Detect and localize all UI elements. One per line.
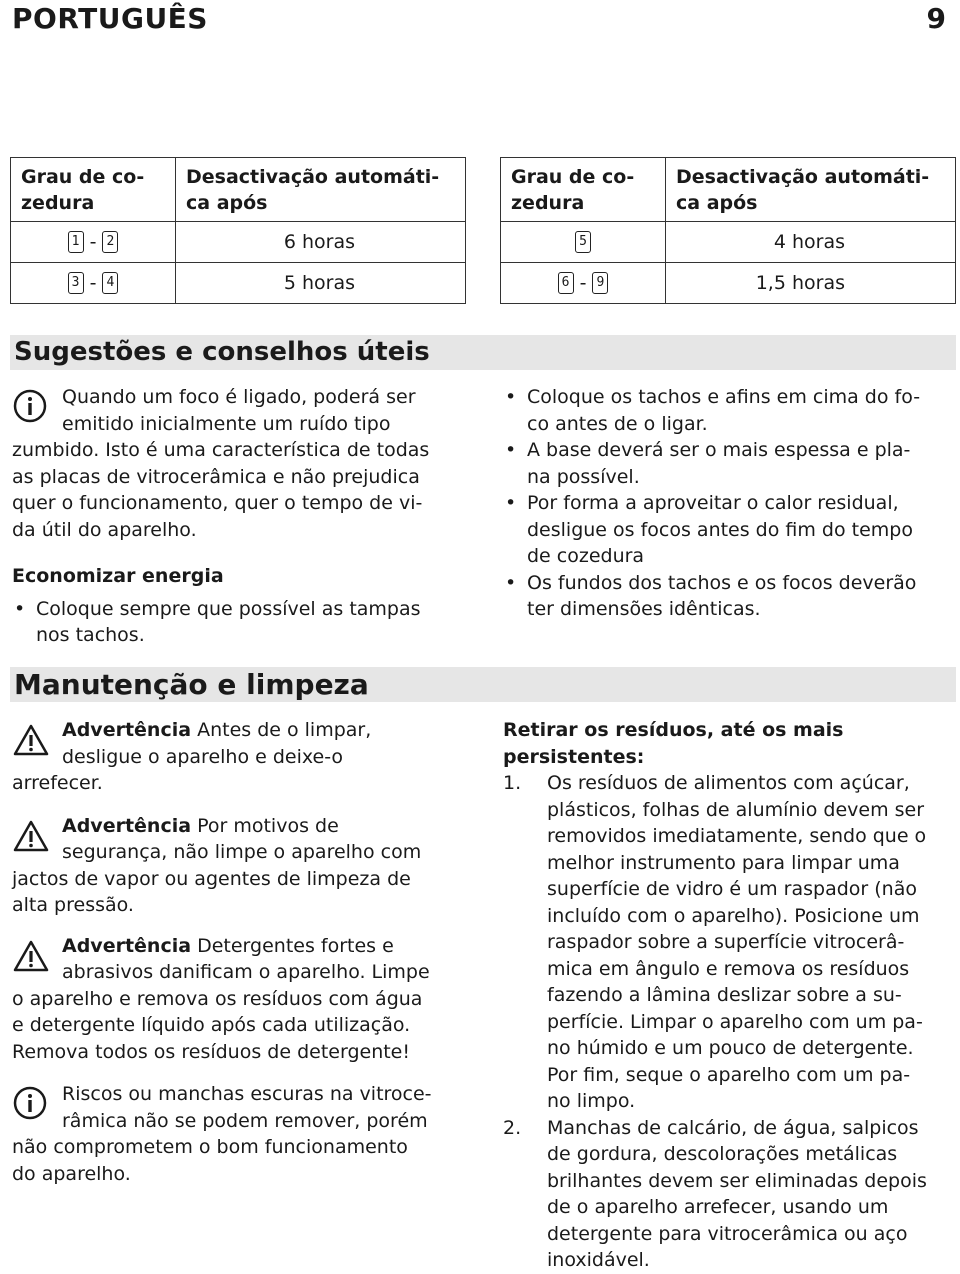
time-value: 5 horas (176, 263, 466, 304)
digit-display: 9 (592, 272, 608, 294)
warning-note: Advertência Por motivos de segurança, não limpe o aparelho com jactos de vapor ou agentes de limpeza de alta pressão. (12, 814, 422, 916)
list-item: • Por forma a aproveitar o calor residual, desligue os focos antes do fim do tempo de cozedura (503, 490, 956, 570)
warning-label: Advertência (62, 719, 192, 741)
warning-note: Advertência Antes de o limpar, desligue o aparelho e deixe-o arrefecer. (12, 719, 372, 794)
table-row (11, 263, 466, 304)
residue-steps (503, 770, 956, 1274)
table-header-level: Grau de co- zedura (501, 158, 666, 222)
warning-icon (12, 819, 50, 853)
level-range: 3 - 4 (11, 263, 176, 304)
maintenance-right-column (503, 717, 956, 1274)
info-note: Riscos ou manchas escuras na vitroce- râmica não se podem remover, porém não comprometem o bom funcionamento do aparelho. (12, 1083, 432, 1185)
warning-note: Advertência Detergentes fortes e abrasivos danificam o aparelho. Limpe o aparelho e remova os resíduos com água e detergente líquido após cada utilização. Remova todos os resíduos de detergente! (12, 934, 430, 1063)
list-item: 1. Os resíduos de alimentos com açúcar, plásticos, folhas de alumínio devem ser removidos imediatamente, sendo que o melhor instrumento para limpar uma superfície de vidro é um raspador (não incluído com o aparelho). Posicione um raspador sobre a superfície vitrocerâ- mica em ângulo e remova os resíduos fazendo a lâmina deslizar sobre a su- perfície. Limpar o aparelho com um pa- no húmido e um pouco de detergente. Por fim, seque o aparelho com um pa- no limpo. (503, 772, 927, 1112)
warning-icon (12, 723, 50, 757)
page-language-title: PORTUGUÊS (12, 2, 208, 35)
tips-list (503, 384, 956, 623)
table-row (501, 263, 956, 304)
list-item: • Os fundos dos tachos e os focos deverão ter dimensões idênticas. (503, 570, 956, 623)
page-number: 9 (926, 2, 946, 35)
info-icon (12, 388, 48, 424)
digit-display: 1 (68, 231, 84, 253)
list-item: 2. Manchas de calcário, de água, salpicos de gordura, descolorações metálicas brilhantes devem ser eliminadas depois de o aparelho arrefecer, usando um detergente para vitrocerâmica ou aço inoxidável. (503, 1116, 927, 1271)
list-item: • A base deverá ser o mais espessa e pla- na possível. (503, 437, 956, 490)
list-item: • Coloque os tachos e afins em cima do fo- co antes de o ligar. (503, 384, 956, 437)
maintenance-left-column (12, 717, 474, 1187)
digit-display: 6 (558, 272, 574, 294)
tips-left-column (12, 384, 474, 649)
time-value: 6 horas (176, 222, 466, 263)
auto-off-table-left (10, 157, 466, 304)
digit-display: 4 (102, 272, 118, 294)
section-title-maintenance: Manutenção e limpeza (10, 667, 956, 702)
table-row (501, 222, 956, 263)
table-row (11, 222, 466, 263)
level-range (501, 222, 666, 263)
section-title-tips: Sugestões e conselhos úteis (10, 335, 956, 370)
energy-subheading: Economizar energia (12, 565, 224, 587)
auto-off-table-right (500, 157, 956, 304)
residue-subheading: Retirar os resíduos, até os mais persistentes: (503, 719, 844, 768)
time-value: 1,5 horas (666, 263, 956, 304)
list-item: • Coloque sempre que possível as tampas nos tachos. (12, 596, 474, 649)
table-header-time: Desactivação automáti- ca após (176, 158, 466, 222)
table-header-level: Grau de co- zedura (11, 158, 176, 222)
info-icon (12, 1085, 48, 1121)
level-range: 1 - 2 (11, 222, 176, 263)
tips-right-column (503, 384, 956, 623)
time-value: 4 horas (666, 222, 956, 263)
digit-display: 3 (68, 272, 84, 294)
table-header-time: Desactivação automáti- ca após (666, 158, 956, 222)
digit-display: 2 (102, 231, 118, 253)
level-range: 6 - 9 (501, 263, 666, 304)
energy-list (12, 596, 474, 649)
digit-display: 5 (575, 231, 591, 253)
warning-icon (12, 939, 50, 973)
info-note: Quando um foco é ligado, poderá ser emitido inicialmente um ruído tipo zumbido. Isto é uma característica de todas as placas de vitrocerâmica e não prejudica quer o funcionamento, quer o tempo de vi- da útil do aparelho. (12, 386, 430, 541)
